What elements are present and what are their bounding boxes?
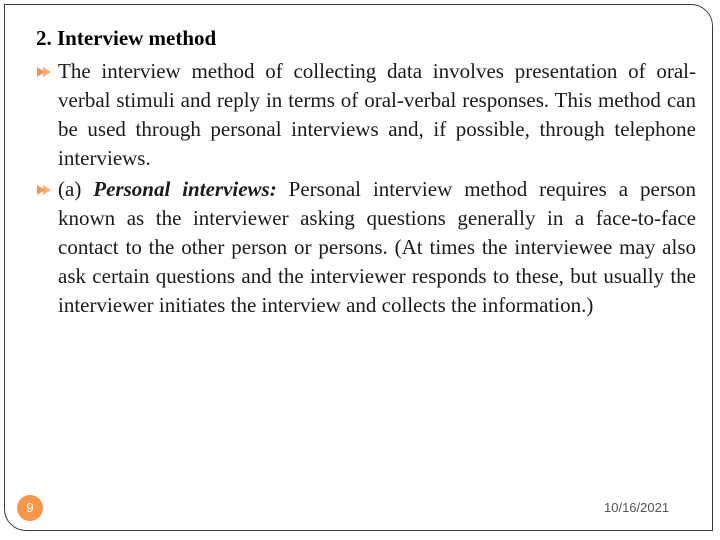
paragraph-prefix: (a) (58, 177, 94, 201)
bullet-arrow-icon (36, 183, 56, 197)
bullet-paragraph (36, 175, 696, 320)
paragraph-text: Personal interview method requires a person known as the interviewer asking questions generally in a face-to-face contact to the other person or persons. (At times the interviewee may also ask certain questions and the interviewer responds to these, but usually the interviewer initiates the interview and collects the information.) (58, 177, 696, 317)
page-number-badge: 9 (17, 495, 43, 521)
paragraph-text: The interview method of collecting data involves presentation of oral-verbal stimuli and reply in terms of oral-verbal responses. This method can be used through personal interviews and, if possible, through telephone interviews. (58, 59, 696, 170)
bullet-arrow-icon (36, 65, 56, 79)
slide-body (36, 57, 696, 322)
slide-heading: 2. Interview method (36, 26, 217, 50)
bullet-paragraph (36, 57, 696, 173)
paragraph-emphasis: Personal interviews: (93, 177, 277, 201)
slide-date: 10/16/2021 (604, 500, 670, 515)
